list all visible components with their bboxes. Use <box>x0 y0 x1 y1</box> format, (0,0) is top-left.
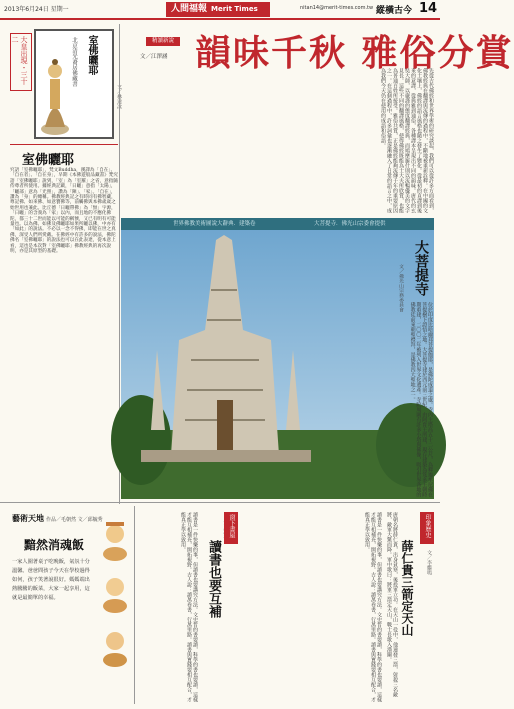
left-article-body: 究語「室佛曬耶」，梵文Buddha，漢譯為「自在」、「自在者」、「自在身」，早期《本佛遊般品藏書》梵究語「室佛曬耶」說到，「室」為「室羅」之省，意指隨侍尊者所使用。據經典記載，「日曬」意指「太陽」，「曬部」意為「光照」，讚為「陳」、「家」。「自在」，讚為「身」的總稱。佛教經典記之有時同有佛智藏，尊記佛、如來佛、如意寶佛等，前觸佛與本佛歲歲之始世用也兼此。比丘德「日曬帶佛」為「無」字源，「日曬」的含義為「家」以內，而且地的不應化佛陀，都三十二世而能以可能的稱號，又已有明有可能量也。以為佛、如佛及佛曬耶如果所曬以佛，中亦有「如此」的說法。不必以一念不得佛，即能在世之真佛，深受人們所愛戴。在佛經中有許多的說法，佛陀佛名「室佛曬耶」的說法也可以在此表達，從本意上看，這也是本次對「室佛曬耶」佛教經典的再次說明，亦是其原型的基礎。 <box>10 168 118 255</box>
horizontal-rule <box>0 502 440 503</box>
photo-banner-left: 世界佛教美術圖說大辭典．建築卷 <box>173 221 256 227</box>
left-headline: 室佛曬耶 <box>22 153 75 168</box>
temple-byline: 文／佛光山宗務委員會 <box>398 264 403 312</box>
art-title: 黯然消魂飯 <box>24 538 85 552</box>
art-body: 一家人圍著桌子吃晚飯，氣氛十分溫馨。爸爸問孩子今天在學校過得如何，孩子笑著說很好。媽媽端出熱騰騰的飯菜，大家一起享用，這就是最簡單的幸福。 <box>12 559 90 601</box>
right-byline: 文／李繼鳴 <box>426 550 432 575</box>
mid-title: 讀書也要互補 <box>206 540 221 618</box>
temple-article-body: 位於印度比哈爾邦菩提伽耶，是佛陀成道之處。寺內主塔高五十二公尺，為釋迦牟尼佛在菩提樹下證悟之地。大菩提寺建於西元前三世紀，由阿育王所建，現存建築為笈多王朝時期重建，二〇〇二年被列入世界文化遺產。寺院周圍有許多小塔與佛像，吸引世界各地的佛教徒前來朝聖禮拜，是佛教四大聖地之一。 <box>409 302 433 497</box>
right-title: 薛仁貴三箭定天山 <box>400 540 414 636</box>
monk-figure-icon <box>100 572 130 614</box>
masthead-en: Merit Times <box>211 5 258 13</box>
mid-section-tag: 窗下書屋 <box>224 512 238 544</box>
art-section-tag <box>12 513 103 524</box>
book-illustration <box>34 29 114 139</box>
monk-figure-icon <box>100 626 130 668</box>
photo-banner-right: 大菩提寺．佛光山宗委會提供 <box>314 221 386 227</box>
photo-banner <box>121 218 434 230</box>
section-kicker: 精讀新說 <box>146 37 180 46</box>
book-title: 室佛曬耶 <box>86 35 97 75</box>
column-rule <box>134 506 135 704</box>
art-tag-label: 藝術天地 <box>12 513 44 523</box>
art-byline: 作品／毛朝然 文／邱毓秀 <box>46 517 103 523</box>
center-byline: 文／江澤涵 <box>140 54 168 60</box>
center-article-body: 先從古代佛經和世界學術的研究談起，我們可以從許多方面看到，佛教經典在翻譯與流傳的過程中，不斷地被重新詮釋。在中國的文化土壤上，佛經的語言風格也隨之發生了變化。從最初的直譯到後來的意譯，從典雅到通俗，各種譯本呈現出不同的韻味。唐代的玄奘大師，以嚴謹的態度翻譯經典，而鳩摩羅什則以流暢優美的文字見長。這些不同的翻譯風格，使得佛經既能為士大夫所欣賞，也能為普通百姓所接受。雅俗共賞，正是佛經能夠流傳千年的重要原因之一。在這個過程中，許多詞彙也逐漸融入了日常的語言之中，成為我們今天仍在使用的成語和俗語。 <box>380 68 434 213</box>
monk-figure-icon <box>100 520 130 562</box>
right-article-body: 唐朝名將薛仁貴，出身貧寒，後投軍立功。在天山一役中，他連發三箭，射殺三名敵將，敵軍大驚而降。軍中歌曰：將軍三箭定天山，戰士長歌入漢關。 <box>386 512 398 697</box>
page-header <box>0 0 440 20</box>
header-date: 2013年6月24日 星期一 <box>4 6 69 13</box>
mid-article-body: 讀書是一件快樂的事，但讀書也要講究方法。文史哲的書要讀，科學的書也要讀，這樣才能互相補充，開拓視野。古人說：讀萬卷書，行萬里路。讀書與實踐要相互配合，才能真正學以致用。 <box>180 512 198 702</box>
divider <box>10 144 118 145</box>
temple-title: 大菩提寺 <box>413 240 429 296</box>
right-section-tag: 印象歷史 <box>420 512 434 544</box>
series-label: 大皇出現・三十二 <box>10 33 32 91</box>
page-number: 14 <box>419 1 438 16</box>
header-url: nitan14@merit-times.com.tw <box>300 5 374 11</box>
masthead <box>166 2 270 17</box>
main-headline: 韻味千秋 雅俗分賞 <box>195 32 514 74</box>
column-name: 縱橫古今 <box>376 6 413 16</box>
mid-article-body-2: 讀書是一件快樂的事，但讀書也要講究方法。文史哲的書要讀，科學的書也要讀，這樣才能互相補充，開拓視野。古人說：讀萬卷書，行萬里路。讀書與實踐要相互配合，才能真正學以致用。 <box>364 512 382 702</box>
book-subtitle: 北京清光裔居佛藏書 <box>71 37 77 87</box>
masthead-name: 人間福報 <box>171 4 208 14</box>
buddha-figure-icon <box>39 49 71 137</box>
